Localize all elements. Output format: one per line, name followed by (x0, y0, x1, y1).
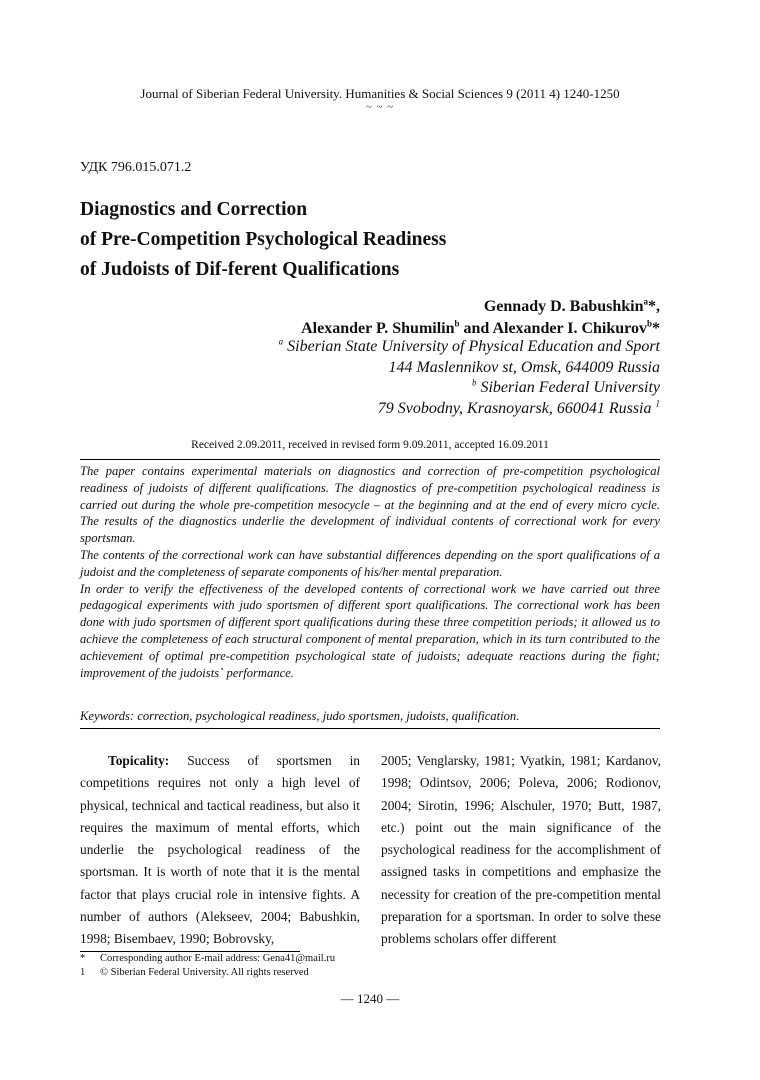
footnote-1 (80, 953, 335, 964)
body-right-paragraph: 2005; Venglarsky, 1981; Vyatkin, 1981; Kardanov, 1998; Odintsov, 2006; Poleva, 2006; Rodionov, 2004; Sirotin, 1996; Alschuler, 1970; Butt, 1987, etc.) point out the main significance of the psychological readiness for the accomplishment of assigned tasks in competitions and emphasize the necessity for creation of the pre-competition mental preparation for a sportsman. In order to solve these problems scholars offer different (381, 753, 661, 947)
author-1-affil-mark: a (643, 296, 648, 307)
author-2-affil-mark: b (454, 318, 460, 329)
affiliation-a-mark: a (278, 336, 284, 347)
author-3-name: Alexander I. Chikurov (492, 320, 647, 337)
author-1-suffix: *, (648, 298, 660, 315)
author-list (301, 296, 660, 340)
keywords: Keywords: correction, psychological readiness, judo sportsmen, judoists, qualification. (80, 709, 520, 723)
received-dates: Received 2.09.2011, received in revised form 9.09.2011, accepted 16.09.2011 (191, 439, 549, 451)
author-line-1 (301, 296, 660, 318)
affiliation-b-name: Siberian Federal University (476, 379, 660, 396)
footnote-1-text: Corresponding author E-mail address: Gena41@mail.ru (100, 953, 336, 964)
author-3-suffix: * (652, 320, 660, 337)
abstract-paragraph-2: The contents of the correctional work can have substantial differences depending on the sport qualifications of a judoist and the completeness of separate components of his/her mental preparation. (80, 547, 660, 579)
body-column-right (381, 750, 661, 951)
body-column-left (80, 750, 360, 951)
abstract (80, 463, 660, 681)
journal-header: Journal of Siberian Federal University. Humanities & Social Sciences 9 (2011 4) 1240-1250 (140, 86, 620, 101)
udk-code: УДК 796.015.071.2 (80, 160, 192, 175)
affiliation-b-address: 79 Svobodny, Krasnoyarsk, 660041 Russia (377, 399, 656, 417)
topicality-text: Success of sportsmen in competitions requires not only a high level of physical, technical and tactical readiness, but also it requires the maximum of mental efforts, which underlie the psychological readiness of the sportsman. It is worth of note that it is the mental factor that plays crucial role in intensive fights. A number of authors (Alekseev, 2004; Babushkin, 1998; Bisembaev, 1990; Bobrovsky, (80, 753, 360, 947)
affiliation-b (279, 378, 660, 399)
footnote-2 (80, 967, 309, 978)
abstract-paragraph-1: The paper contains experimental materials on diagnostics and correction of pre-competition psychological readiness of judoists of different qualifications. The diagnostics of pre-competition psychological readiness is carried out during the whole pre-competition mesocycle – at the beginning and at the end of every micro cycle. The results of the diagnostics underlie the development of individual contents of correctional work for every sportsman. (80, 464, 660, 546)
author-3-affil-mark: b (646, 318, 652, 329)
title-line-3: of Judoists of Dif-ferent Qualifications (80, 259, 400, 280)
page-number: — 1240 — (340, 991, 400, 1006)
author-1-name: Gennady D. Babushkin (483, 298, 644, 315)
title-line-2: of Pre-Competition Psychological Readiness (80, 229, 447, 250)
affiliation-b-mark: b (471, 377, 477, 388)
footnote-2-text: © Siberian Federal University. All rights reserved (100, 967, 309, 978)
affiliations (279, 337, 660, 419)
article-title (80, 195, 446, 285)
topicality-paragraph (80, 750, 360, 951)
author-2-name: Alexander P. Shumilin (301, 320, 455, 337)
abstract-bottom-rule (80, 728, 660, 729)
title-line-1: Diagnostics and Correction (80, 199, 308, 220)
author-conjunction: and (459, 320, 493, 337)
abstract-top-rule (80, 459, 660, 460)
affiliation-a-address: 144 Maslennikov st, Omsk, 644009 Russia (388, 358, 660, 376)
affiliation-b-footnote-mark: 1 (655, 398, 660, 409)
abstract-paragraph-3: In order to verify the effectiveness of the developed contents of correctional work we have carried out three pedagogical experiments with judo sportsmen of different sport qualifications. The correctional work has been done with judo sportsmen of different sport qualifications during these three competition periods; it allowed us to achieve the completeness of each structural component of mental preparation, which in its turn contributed to the achievement of optimal pre-competition psychological state of judoists; adequate reactions during the fight; improvement of the judoists` performance. (80, 581, 660, 680)
affiliation-a (279, 337, 660, 358)
affiliation-a-name: Siberian State University of Physical Education and Sport (283, 338, 660, 355)
affiliation-b-address-line (279, 399, 660, 420)
topicality-label: Topicality: (108, 753, 170, 768)
footnote-2-mark: 1 (80, 967, 86, 978)
footnote-1-mark: * (80, 953, 86, 964)
footnote-rule (80, 951, 300, 952)
header-separator: ~ ~ ~ (365, 101, 395, 113)
